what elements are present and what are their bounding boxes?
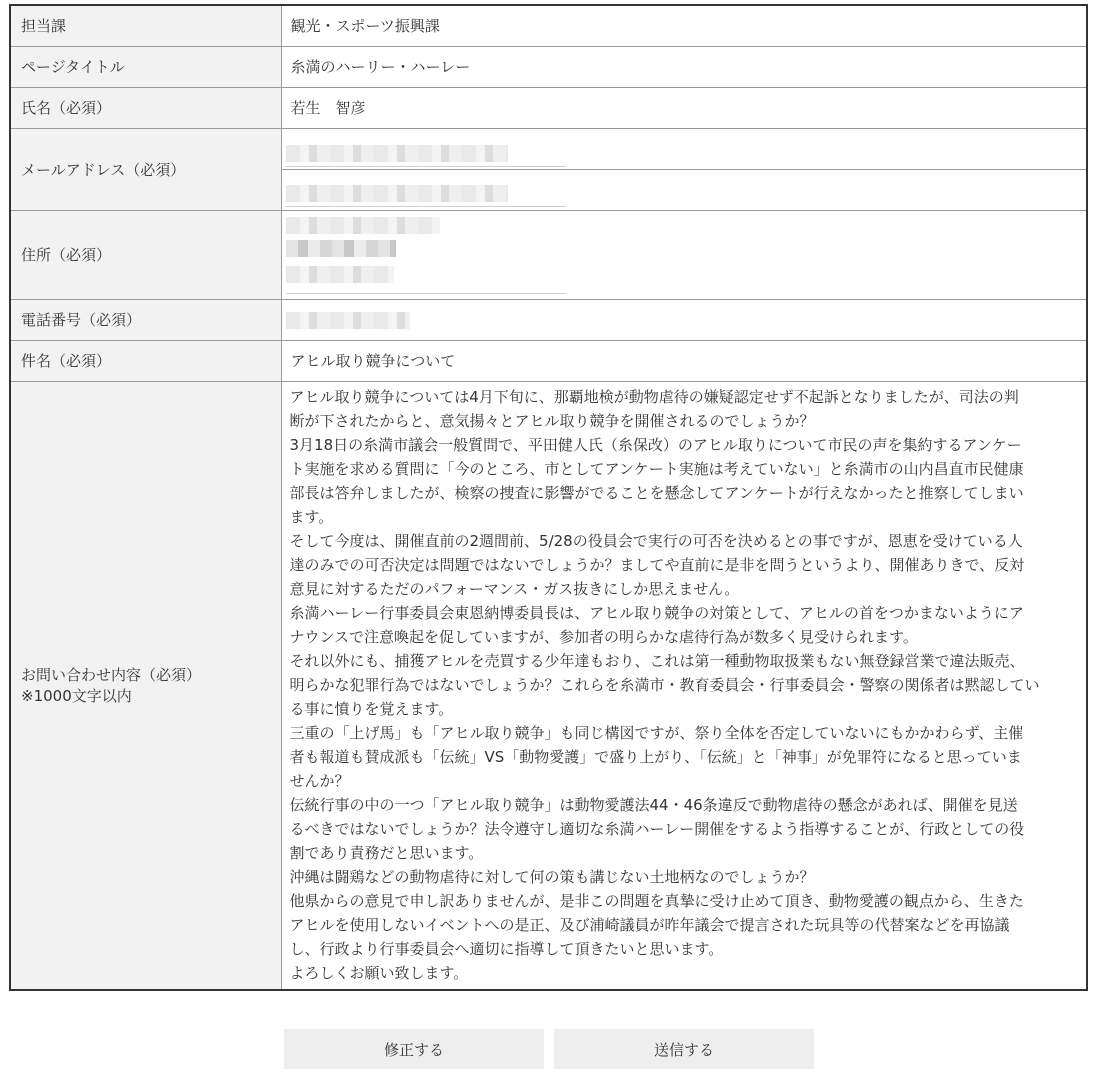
row-subject — [10, 340, 1087, 381]
inquiry-text-line: 部長は答弁しましたが、検察の捜査に影響がでることを懸念してアンケートが行えなかったと推察してしまい — [289, 483, 1024, 502]
inquiry-text-line: 断が下されたからと、意気揚々とアヒル取り競争を開催されるのでしょうか？ — [289, 411, 815, 430]
label-email: メールアドレス（必須） — [10, 128, 281, 210]
label-department: 担当課 — [10, 5, 281, 46]
inquiry-text-line: 意見に対するただのパフォーマンス・ガス抜きにしか思えません。 — [289, 579, 740, 598]
inquiry-text-line: せんか？ — [289, 771, 350, 790]
inquiry-text-line: よろしくお願い致します。 — [289, 963, 469, 982]
redacted-address-line-2 — [286, 266, 394, 283]
value-name: 若生 智彦 — [281, 87, 1087, 128]
label-phone: 電話番号（必須） — [10, 299, 281, 340]
inquiry-text-line: 達のみでの可否決定は問題ではないでしょうか？ましてや直前に是非を問うというより、開催ありきで、反対 — [289, 555, 1025, 574]
inquiry-text-line: そして今度は、開催直前の2週間前、5/28の役員会で実行の可否を決めるとの事ですが、恩恵を受けている人 — [289, 531, 1023, 550]
inquiry-text-line: るべきではないでしょうか？法令遵守し適切な糸満ハーレー開催をするよう指導することが、行政としての役 — [289, 819, 1025, 838]
redacted-postal-code — [286, 217, 440, 234]
value-inquiry — [281, 381, 1087, 990]
value-address-redacted — [281, 210, 1087, 299]
label-page-title: ページタイトル — [10, 46, 281, 87]
email-confirm-divider — [282, 169, 1087, 170]
inquiry-text-line: 沖縄は闘鶏などの動物虐待に対して何の策も講じない土地柄なのでしょうか？ — [289, 867, 815, 886]
row-department — [10, 5, 1087, 46]
row-phone — [10, 299, 1087, 340]
inquiry-text-line: アヒル取り競争については4月下旬に、那覇地検が動物虐待の嫌疑認定せず不起訴となりましたが、司法の判 — [289, 387, 1019, 406]
inquiry-text-line: 割であり責務だと思います。 — [289, 843, 484, 862]
value-department: 観光・スポーツ振興課 — [281, 5, 1087, 46]
row-inquiry — [10, 381, 1087, 990]
inquiry-text-line: 三重の「上げ馬」も「アヒル取り競争」も同じ構図ですが、祭り全体を否定していないにもかかわらず、主催 — [289, 723, 1024, 742]
inquiry-text-line: る事に憤りを覚えます。 — [289, 699, 454, 718]
row-page-title — [10, 46, 1087, 87]
edit-button[interactable]: 修正する — [284, 1029, 544, 1069]
label-subject: 件名（必須） — [10, 340, 281, 381]
label-inquiry — [10, 381, 281, 990]
value-page-title: 糸満のハーリー・ハーレー — [281, 46, 1087, 87]
value-phone-redacted — [281, 299, 1087, 340]
row-address — [10, 210, 1087, 299]
row-name — [10, 87, 1087, 128]
inquiry-text-line: し、行政より行事委員会へ適切に指導して頂きたいと思います。 — [289, 939, 724, 958]
redacted-address-underline — [286, 293, 566, 294]
value-email-redacted — [281, 128, 1087, 210]
inquiry-text-line: それ以外にも、捕獲アヒルを売買する少年達もおり、これは第一種動物取扱業もない無登録営業で違法販売、 — [289, 651, 1025, 670]
inquiry-text-line: 3月18日の糸満市議会一般質問で、平田健人氏（糸保改）のアヒル取りについて市民の声を集約するアンケー — [289, 435, 1022, 454]
label-address: 住所（必須） — [10, 210, 281, 299]
inquiry-label: お問い合わせ内容（必須） — [21, 666, 202, 684]
send-button[interactable]: 送信する — [554, 1029, 814, 1069]
redacted-email-confirm — [286, 185, 508, 202]
inquiry-text-line: ト実施を求める質問に「今のところ、市としてアンケート実施は考えていない」と糸満市の山内昌直市民健康 — [289, 459, 1024, 478]
label-name: 氏名（必須） — [10, 87, 281, 128]
inquiry-text-line: 伝統行事の中の一つ「アヒル取り競争」は動物愛護法44・46条違反で動物虐待の懸念があれば、開催を見送 — [289, 795, 1018, 814]
inquiry-text-line: ナウンスで注意喚起を促していますが、参加者の明らかな虐待行為が数多く見受けられます。 — [289, 627, 918, 646]
inquiry-text-line: ます。 — [289, 507, 334, 526]
inquiry-char-limit-note: ※1000文字以内 — [21, 687, 132, 705]
inquiry-text-line: 糸満ハーレー行事委員会東恩納博委員長は、アヒル取り競争の対策として、アヒルの首をつかまないようにア — [289, 603, 1024, 622]
redacted-email-confirm-underline — [286, 206, 566, 207]
inquiry-text-line: 明らかな犯罪行為ではないでしょうか？これらを糸満市・教育委員会・行事委員会・警察の関係者は黙認してい — [289, 675, 1040, 694]
redacted-email — [286, 145, 508, 162]
inquiry-text-line: 他県からの意見で申し訳ありませんが、是非この問題を真摯に受け止めて頂き、動物愛護の観点から、生きた — [289, 891, 1024, 910]
inquiry-text-line: 者も報道も賛成派も「伝統」VS「動物愛護」で盛り上がり、「伝統」と「神事」が免罪符になると思っていま — [289, 747, 1022, 766]
value-subject: アヒル取り競争について — [281, 340, 1087, 381]
redacted-email-underline — [286, 166, 566, 167]
confirmation-table — [9, 4, 1088, 991]
inquiry-text-line: アヒルを使用しないイベントへの是正、及び浦崎議員が昨年議会で提言された玩具等の代替案などを再協議 — [289, 915, 1010, 934]
redacted-address-line-1 — [286, 240, 396, 257]
row-email — [10, 128, 1087, 210]
redacted-phone — [286, 312, 410, 329]
